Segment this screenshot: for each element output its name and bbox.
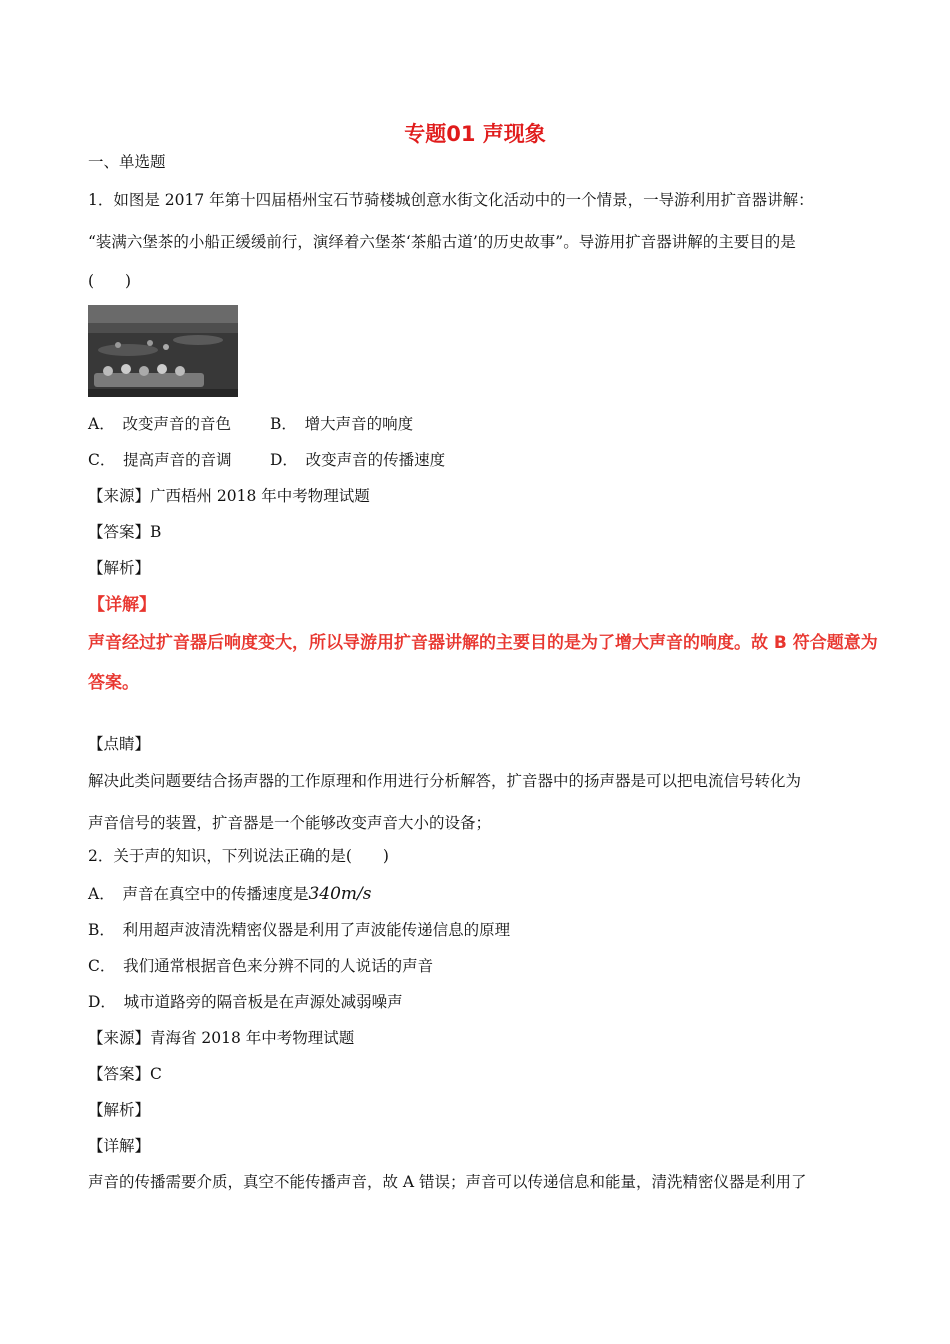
q1-option-d: D． 改变声音的传播速度 (270, 451, 446, 469)
section-heading: 一、单选题 (88, 153, 166, 171)
q2-option-a-math: 340m/s (308, 884, 372, 904)
page-title: 专题01 声现象 (404, 122, 546, 146)
q2-option-b: B． 利用超声波清洗精密仪器是利用了声波能传递信息的原理 (88, 921, 511, 939)
q1-answer: 【答案】B (88, 523, 162, 541)
q1-option-a: A． 改变声音的音色 (88, 415, 231, 433)
q1-detail-line1: 声音经过扩音器后响度变大，所以导游用扩音器讲解的主要目的是为了增大声音的响度。故 B 符合题意为 (88, 633, 878, 653)
q2-detail-line1: 声音的传播需要介质，真空不能传播声音，故 A 错误；声音可以传递信息和能量，清洗精密仪器是利用了 (88, 1173, 807, 1191)
q2-option-a-text: A． 声音在真空中的传播速度是 (88, 885, 309, 903)
q1-stem-line1: 1．如图是 2017 年第十四届梧州宝石节骑楼城创意水街文化活动中的一个情景，一导游利用扩音器讲解： (88, 191, 814, 209)
q1-stem-line2: “装满六堡茶的小船正缓缓前行，演绎着六堡茶‘茶船古道’的历史故事”。导游用扩音器讲解的主要目的是 (88, 233, 796, 251)
q1-option-c: C． 提高声音的音调 (88, 451, 232, 469)
q1-tip-line1: 解决此类问题要结合扬声器的工作原理和作用进行分析解答，扩音器中的扬声器是可以把电流信号转化为 (88, 772, 802, 790)
q2-source: 【来源】青海省 2018 年中考物理试题 (88, 1029, 355, 1047)
boat-scene-image (88, 305, 238, 397)
q1-paren: ( ) (88, 272, 132, 290)
q1-detail-label: 【详解】 (88, 595, 156, 615)
q1-options-row1 (88, 414, 413, 434)
q2-answer: 【答案】C (88, 1065, 162, 1083)
q2-option-d: D． 城市道路旁的隔音板是在声源处减弱噪声 (88, 993, 403, 1011)
q1-options-row2 (88, 450, 445, 470)
q1-analysis-label: 【解析】 (88, 559, 151, 577)
q2-analysis-label: 【解析】 (88, 1101, 151, 1119)
boat-scene-photo (88, 305, 238, 397)
q1-tip-label: 【点睛】 (88, 735, 151, 753)
q2-stem: 2．关于声的知识，下列说法正确的是( ) (88, 847, 389, 865)
q2-option-c: C． 我们通常根据音色来分辨不同的人说话的声音 (88, 957, 434, 975)
q2-option-a (88, 884, 371, 904)
q1-source: 【来源】广西梧州 2018 年中考物理试题 (88, 487, 370, 505)
q1-tip-line2: 声音信号的装置，扩音器是一个能够改变声音大小的设备； (88, 814, 492, 832)
q1-option-b: B． 增大声音的响度 (270, 415, 414, 433)
q2-detail-label: 【详解】 (88, 1137, 151, 1155)
q1-detail-line2: 答案。 (88, 673, 139, 693)
